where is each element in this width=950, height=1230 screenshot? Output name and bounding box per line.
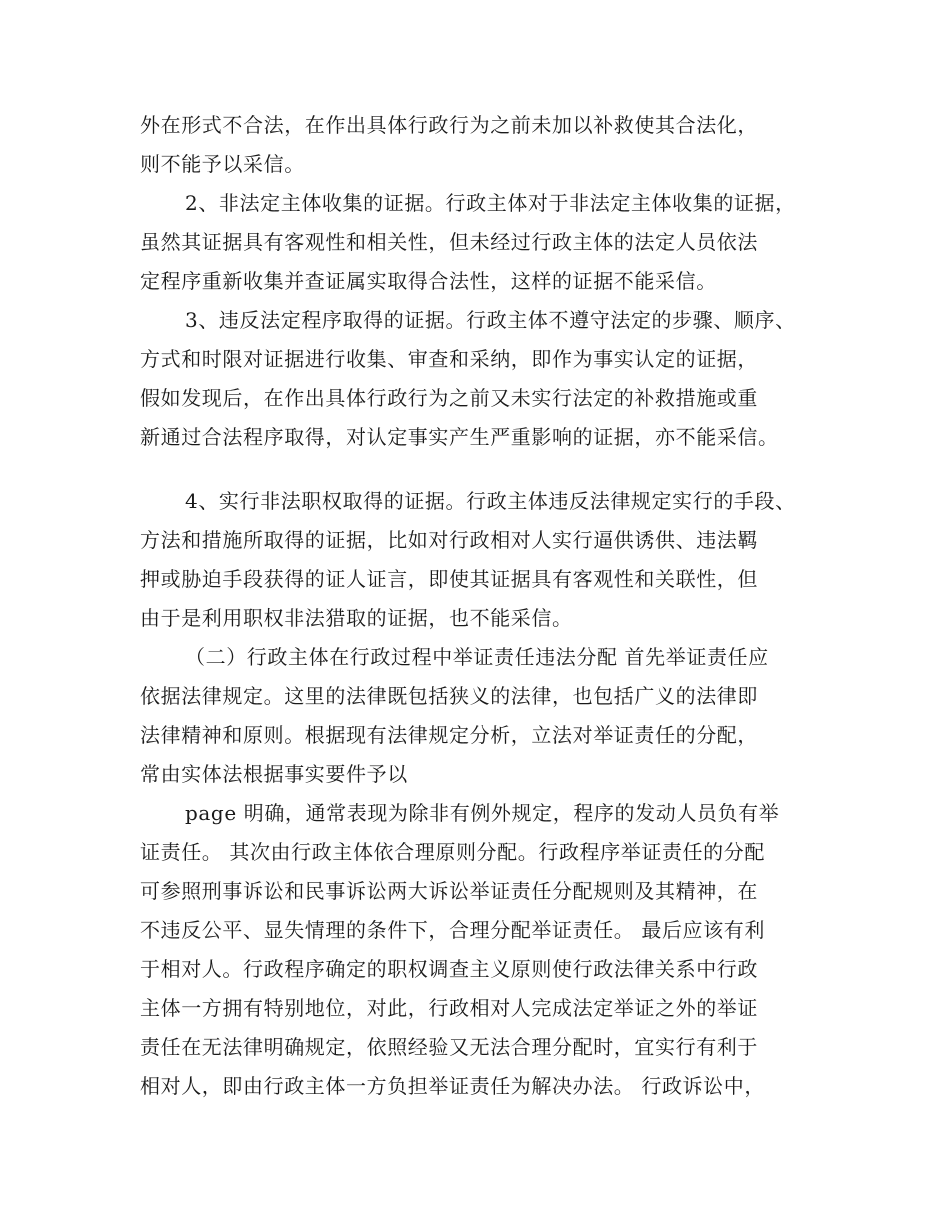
text-line: 押或胁迫手段获得的证人证言，即使其证据具有客观性和关联性，但: [140, 567, 758, 591]
text-line: 假如发现后，在作出具体行政行为之前又未实行法定的补救措施或重: [140, 386, 758, 410]
text-line: 虽然其证据具有客观性和相关性，但未经过行政主体的法定人员依法: [140, 230, 758, 254]
text-line: 于相对人。行政程序确定的职权调查主义原则使行政法律关系中行政: [140, 957, 758, 981]
text-line: 证责任。 其次由行政主体依合理原则分配。行政程序举证责任的分配: [140, 840, 765, 864]
text-line: 法律精神和原则。根据现有法律规定分析，立法对举证责任的分配，: [140, 723, 758, 747]
paragraph-first-line: （二）行政主体在行政过程中举证责任违法分配 首先举证责任应: [185, 645, 769, 669]
paragraph-first-line: 3、违反法定程序取得的证据。行政主体不遵守法定的步骤、顺序、: [185, 308, 796, 332]
text-line: 责任在无法律明确规定，依照经验又无法合理分配时，宜实行有利于: [140, 1035, 758, 1059]
text-line: 相对人，即由行政主体一方负担举证责任为解决办法。 行政诉讼中，: [140, 1074, 765, 1098]
text-line: 主体一方拥有特别地位，对此，行政相对人完成法定举证之外的举证: [140, 996, 758, 1020]
paragraph-first-line: page 明确，通常表现为除非有例外规定，程序的发动人员负有举: [185, 801, 780, 825]
text-line: 新通过合法程序取得，对认定事实产生严重影响的证据，亦不能采信。: [140, 425, 779, 449]
text-line: 依据法律规定。这里的法律既包括狭义的法律，也包括广义的法律即: [140, 684, 758, 708]
text-line: 常由实体法根据事实要件予以: [140, 762, 408, 786]
text-line: 可参照刑事诉讼和民事诉讼两大诉讼举证责任分配规则及其精神，在: [140, 879, 758, 903]
paragraph-first-line: 4、实行非法职权取得的证据。行政主体违反法律规定实行的手段、: [185, 489, 796, 513]
text-line: 外在形式不合法，在作出具体行政行为之前未加以补救使其合法化，: [140, 113, 758, 137]
text-line: 由于是利用职权非法猎取的证据，也不能采信。: [140, 606, 573, 630]
text-line: 定程序重新收集并查证属实取得合法性，这样的证据不能采信。: [140, 269, 717, 293]
text-line: 不违反公平、显失情理的条件下，合理分配举证责任。 最后应该有利: [140, 918, 765, 942]
paragraph-first-line: 2、非法定主体收集的证据。行政主体对于非法定主体收集的证据，: [185, 191, 796, 215]
text-line: 方法和措施所取得的证据，比如对行政相对人实行逼供诱供、违法羁: [140, 528, 758, 552]
text-line: 则不能予以采信。: [140, 152, 305, 176]
text-line: 方式和时限对证据进行收集、审查和采纳，即作为事实认定的证据，: [140, 347, 758, 371]
